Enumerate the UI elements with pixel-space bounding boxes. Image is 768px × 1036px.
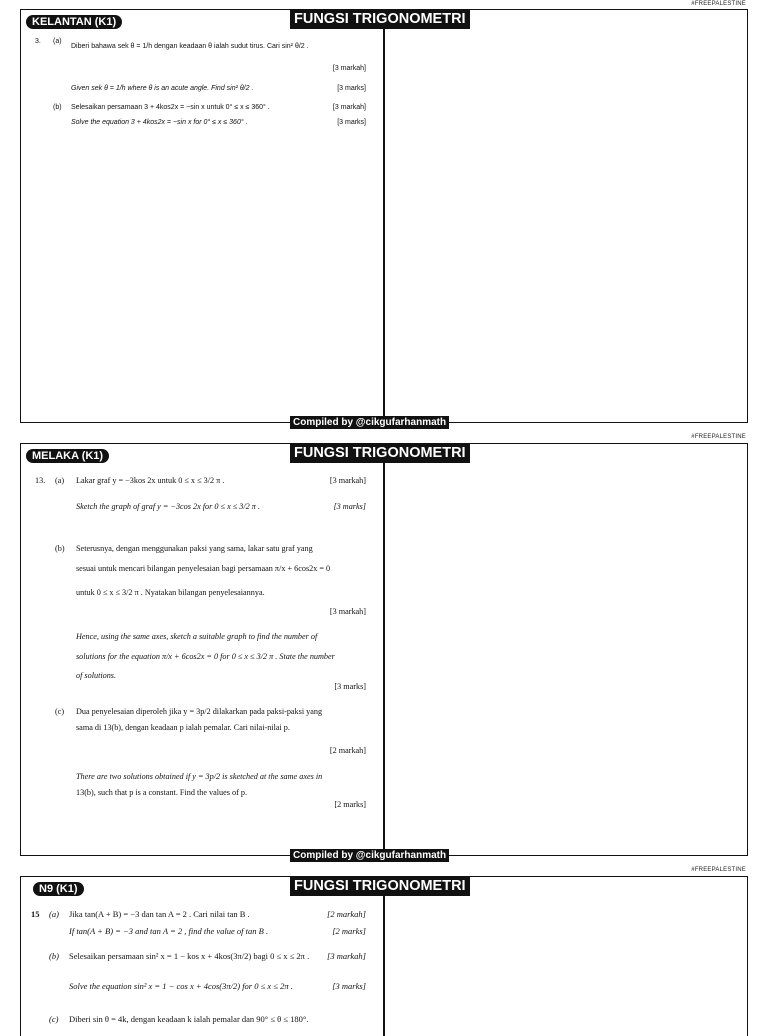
footer-credit: Compiled by @cikgufarhanmath (290, 416, 449, 429)
hashtag-tag: #FREEPALESTINE (691, 1, 746, 7)
footer-credit: Compiled by @cikgufarhanmath (290, 849, 449, 862)
question-text: Lakar graf y = −3kos 2x untuk 0 ≤ x ≤ 3/2 π . (76, 476, 225, 485)
question-text: sesuai untuk mencari bilangan penyelesaian bagi persamaan π/x + 6cos2x = 0 (76, 564, 331, 573)
marks-label: [3 marks] (337, 85, 366, 92)
marks-label: [3 markah] (332, 104, 366, 111)
page-title: FUNGSI TRIGONOMETRI (290, 10, 470, 29)
marks-label: [3 marks] (333, 502, 366, 511)
question-part: (a) (55, 476, 65, 485)
marks-label: [2 marks] (334, 800, 366, 809)
worksheet-page-n9 (20, 876, 748, 1036)
question-text: Sketch the graph of graf y = −3cos 2x for 0 ≤ x ≤ 3/2 π . (76, 502, 260, 511)
question-text: of solutions. (76, 671, 117, 680)
question-text: There are two solutions obtained if y = 3p/2 is sketched at the same axes in (76, 772, 323, 781)
question-part: (b) (53, 104, 62, 111)
marks-label: [3 markah] (327, 951, 366, 961)
question-block (31, 909, 366, 1029)
marks-label: [3 markah] (332, 65, 366, 72)
question-part: (a) (53, 38, 62, 45)
column-divider (383, 10, 385, 422)
question-part: (b) (55, 544, 65, 553)
state-label-badge: MELAKA (K1) (26, 449, 109, 463)
marks-label: [3 marks] (337, 119, 366, 126)
worksheet-page-kelantan (20, 9, 748, 423)
question-text: Dua penyelesaian diperoleh jika y = 3p/2 dilakarkan pada paksi-paksi yang (76, 707, 323, 716)
question-text: solutions for the equation π/x + 6cos2x = 0 for 0 ≤ x ≤ 3/2 π . State the number (76, 652, 335, 661)
question-number: 3. (35, 38, 41, 45)
column-divider (383, 877, 385, 1036)
question-part: (c) (55, 707, 65, 716)
marks-label: [2 marks] (332, 926, 366, 936)
question-text: Diberi sin θ = 4k, dengan keadaan k ialah pemalar dan 90° ≤ θ ≤ 180°. (69, 1014, 309, 1024)
question-text: Seterusnya, dengan menggunakan paksi yang sama, lakar satu graf yang (76, 544, 313, 553)
marks-label: [3 markah] (329, 607, 366, 616)
question-text: Selesaikan persamaan 3 + 4kos2x = −sin x untuk 0° ≤ x ≤ 360° . (71, 104, 270, 111)
question-number: 15 (31, 909, 40, 919)
question-part: (a) (49, 909, 59, 919)
question-number: 13. (35, 476, 46, 485)
hashtag-tag: #FREEPALESTINE (691, 434, 746, 440)
question-text: Solve the equation 3 + 4kos2x = −sin x for 0° ≤ x ≤ 360° . (71, 119, 248, 126)
question-text: If tan(A + B) = −3 and tan A = 2 , find the value of tan B . (69, 926, 269, 936)
marks-label: [2 markah] (329, 746, 366, 755)
question-part: (c) (49, 1014, 59, 1024)
hashtag-tag: #FREEPALESTINE (691, 867, 746, 873)
marks-label: [3 marks] (334, 682, 366, 691)
marks-label: [3 marks] (332, 981, 366, 991)
question-text: sama di 13(b), dengan keadaan p ialah pemalar. Cari nilai-nilai p. (76, 723, 290, 732)
question-part: (b) (49, 951, 59, 961)
page-title: FUNGSI TRIGONOMETRI (290, 877, 470, 896)
question-text: Given sek θ = 1/h where θ is an acute angle. Find sin² θ/2 . (71, 85, 254, 92)
question-text: 13(b), such that p is a constant. Find the values of p. (76, 788, 247, 797)
page-title: FUNGSI TRIGONOMETRI (290, 444, 470, 463)
worksheet-page-melaka (20, 443, 748, 856)
marks-label: [3 markah] (329, 476, 366, 485)
question-text: untuk 0 ≤ x ≤ 3/2 π . Nyatakan bilangan penyelesaiannya. (76, 588, 265, 597)
state-label-badge: N9 (K1) (33, 882, 84, 896)
state-label-badge: KELANTAN (K1) (26, 15, 122, 29)
marks-label: [2 markah] (327, 909, 366, 919)
question-text: Solve the equation sin² x = 1 − cos x + 4cos(3π/2) for 0 ≤ x ≤ 2π . (69, 981, 293, 991)
question-text: Jika tan(A + B) = −3 dan tan A = 2 . Cari nilai tan B . (69, 909, 250, 919)
question-text: Diberi bahawa sek θ = 1/h dengan keadaan θ ialah sudut tirus. Cari sin² θ/2 . (71, 43, 309, 50)
column-divider (383, 444, 385, 855)
question-block (31, 38, 366, 138)
question-text: Selesaikan persamaan sin² x = 1 − kos x + 4kos(3π/2) bagi 0 ≤ x ≤ 2π . (69, 951, 310, 961)
question-text: Hence, using the same axes, sketch a suitable graph to find the number of (76, 632, 318, 641)
question-block (31, 476, 366, 816)
